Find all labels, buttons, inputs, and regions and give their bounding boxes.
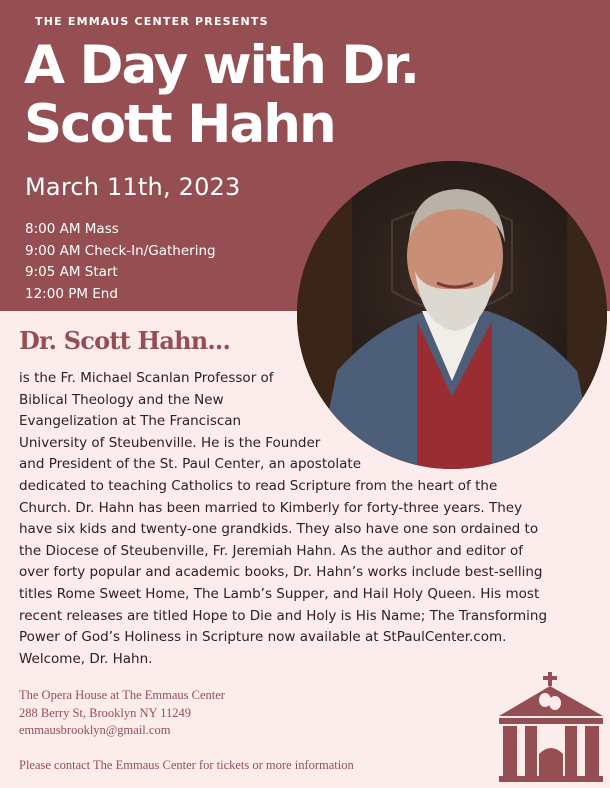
church-theater-icon [497,672,605,782]
bio-line: is the Fr. Michael Scanlan Professor of [19,370,274,386]
venue-info [19,687,354,774]
bio-heading: Dr. Scott Hahn... [19,326,231,355]
event-schedule [25,219,216,305]
bio-line: University of Steubenville. He is the Founder [19,434,321,451]
bio-line: Biblical Theology and the New [19,391,224,408]
schedule-item: 9:00 AM Check-In/Gathering [25,242,216,259]
schedule-item: 9:05 AM Start [25,264,118,280]
bio-line: recent releases are titled Hope to Die and Holy is His Name; The Transforming [19,607,548,624]
schedule-item: 12:00 PM End [25,285,118,302]
event-title [24,36,418,154]
bio-line: Welcome, Dr. Hahn. [19,650,153,667]
bio-line: Evangelization at The Franciscan [19,413,242,430]
contact-email: emmausbrooklyn@gmail.com [19,723,171,737]
bio-line: and President of the St. Paul Center, an apostolate [19,456,362,473]
bio-line: titles Rome Sweet Home, The Lamb’s Supper, and Hail Holy Queen. His most [19,585,540,602]
venue-address: 288 Berry St, Brooklyn NY 11249 [19,705,191,720]
bio-line: over forty popular and academic books, Dr. Hahn’s works include best-selling [19,564,543,581]
bio-line: Church. Dr. Hahn has been married to Kimberly for forty-three years. They [19,499,523,516]
bio-line: Power of God’s Holiness in Scripture now available at StPaulCenter.com. [19,629,507,646]
presenter-label: THE EMMAUS CENTER PRESENTS [35,15,269,28]
bio-line: have six kids and twenty-one grandkids. They also have one son ordained to [19,521,539,538]
bio-line: the Diocese of Steubenville, Fr. Jeremiah Hahn. As the author and editor of [19,542,523,559]
event-date: March 11th, 2023 [25,173,241,201]
bio-text [19,368,547,670]
bio-line: dedicated to teaching Catholics to read Scripture from the heart of the [19,477,498,494]
event-title-line-1: A Day with Dr. [24,35,418,96]
schedule-item: 8:00 AM Mass [25,221,119,237]
contact-note: Please contact The Emmaus Center for tickets or more information [19,757,354,772]
venue-name: The Opera House at The Emmaus Center [19,688,225,702]
event-title-line-2: Scott Hahn [24,94,335,155]
